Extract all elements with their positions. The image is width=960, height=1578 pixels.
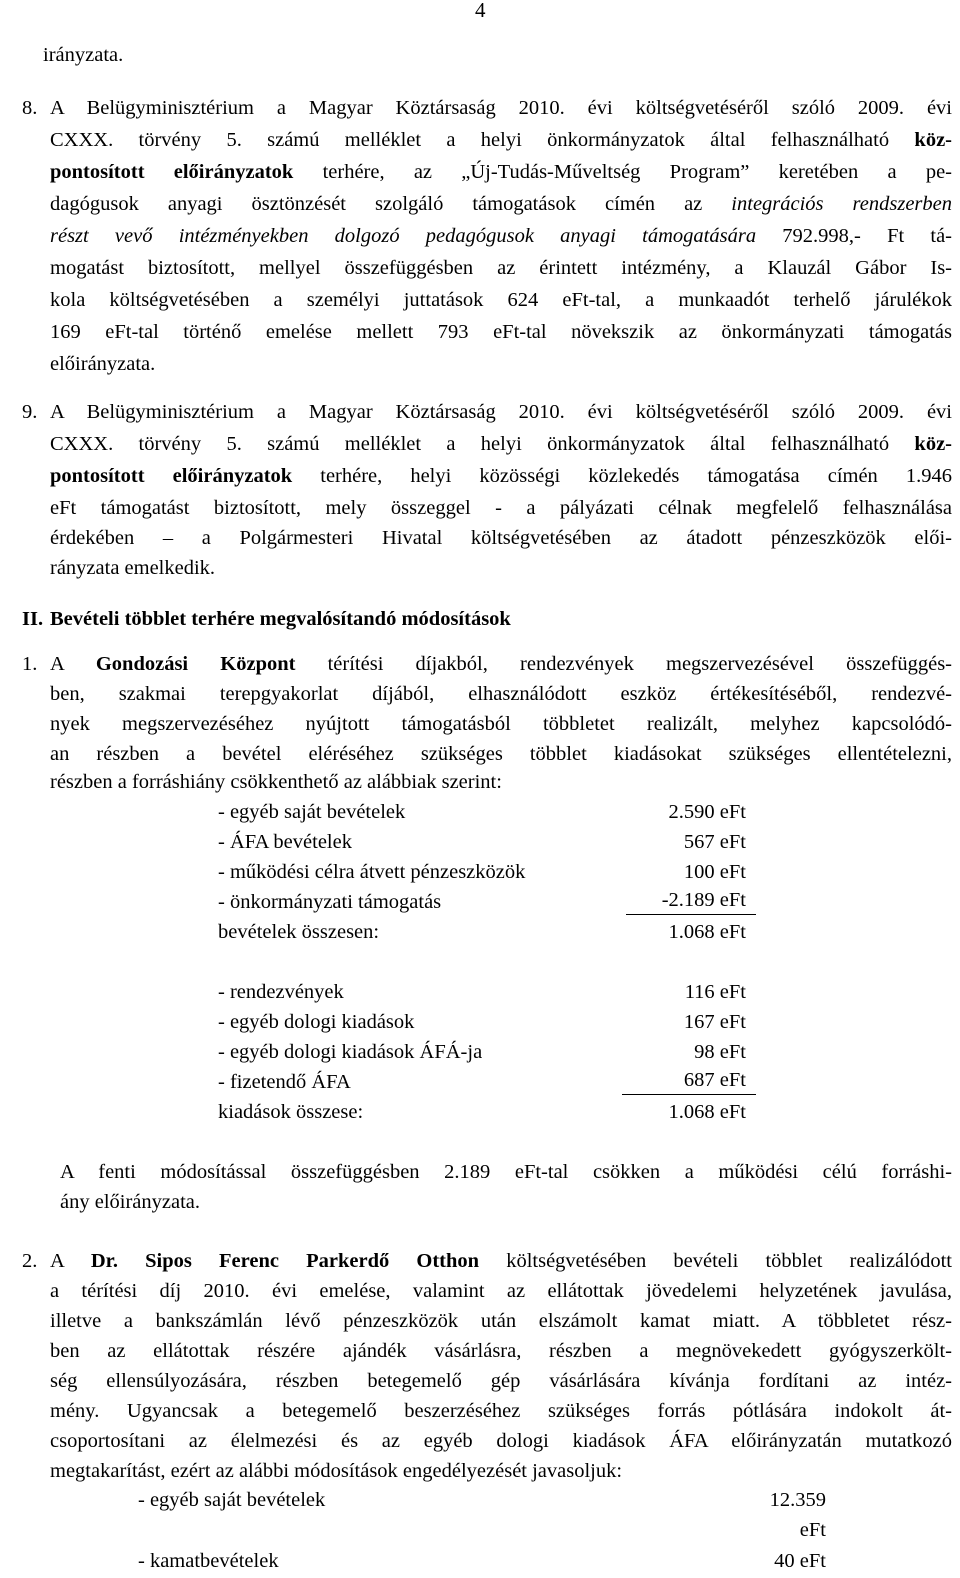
expense-row-value: 98 eFt <box>694 1041 746 1063</box>
expense-row-label: - egyéb dologi kiadások ÁFÁ-ja <box>218 1041 483 1063</box>
para8-line-2: CXXX. törvény 5. számú melléklet a helyi önkormányzatok által felhasználható köz- <box>50 129 952 151</box>
expense-row-label: - fizetendő ÁFA <box>218 1071 351 1093</box>
item1-line-4: an részben a bevétel eléréséhez szükséges többlet kiadásokat szükséges ellentételezni, <box>50 743 952 765</box>
income-row-label: - működési célra átvett pénzeszközök <box>218 861 526 883</box>
item2-row-unit: eFt <box>799 1519 826 1541</box>
item2-row-label: - egyéb saját bevételek <box>138 1489 326 1511</box>
item2-line-5: ség ellensúlyozására, részben betegemelő gép vásárlására kívánja fordítani az intéz- <box>50 1370 952 1392</box>
item2-line-4: ben az ellátottak részére ajándék vásárlásra, részben a megnövekedett gyógyszerkölt- <box>50 1340 952 1362</box>
para8-line-6: mogatást biztosított, mellyel összefüggésben az érintett intézmény, a Klauzál Gábor Is- <box>50 257 952 279</box>
item1-after-line-2: ány előirányzata. <box>60 1191 201 1213</box>
item2-row-value: 40 eFt <box>774 1550 826 1572</box>
para9-line-4: eFt támogatást biztosított, mely összeggel - a pályázati célnak megfelelő felhasználása <box>50 497 952 519</box>
expense-row-label: - egyéb dologi kiadások <box>218 1011 415 1033</box>
expense-row-label: - rendezvények <box>218 981 344 1003</box>
income-row-label: - önkormányzati támogatás <box>218 891 442 913</box>
continuation-text: irányzata. <box>43 44 124 66</box>
item2-row-label: - kamatbevételek <box>138 1550 279 1572</box>
para8-number: 8. <box>22 97 38 119</box>
para9-number: 9. <box>22 401 38 423</box>
item1-line-5: részben a forráshiány csökkenthető az alábbiak szerint: <box>50 771 502 793</box>
item1-number: 1. <box>22 653 38 675</box>
expense-row-value: 116 eFt <box>684 981 746 1003</box>
page-number: 4 <box>475 0 486 22</box>
section-title: Bevételi többlet terhére megvalósítandó módosítások <box>50 608 511 630</box>
item2-line-8: megtakarítást, ezért az alábbi módosítások engedélyezését javasoljuk: <box>50 1460 623 1482</box>
item2-line-2: a térítési díj 2010. évi emelése, valamint az ellátottak jövedelemi helyzetének javulása, <box>50 1280 952 1302</box>
para9-line-2: CXXX. törvény 5. számú melléklet a helyi önkormányzatok által felhasználható köz- <box>50 433 952 455</box>
expense-total-value: 1.068 eFt <box>668 1101 746 1123</box>
para8-line-9: előirányzata. <box>50 353 156 375</box>
income-total-value: 1.068 eFt <box>668 921 746 943</box>
expense-row-value-underlined: 687 eFt <box>622 1066 756 1095</box>
income-row-value-underlined: -2.189 eFt <box>626 886 756 915</box>
section-number: II. <box>22 608 44 630</box>
para8-line-7: kola költségvetésében a személyi juttatások 624 eFt-tal, a munkaadót terhelő járulékok <box>50 289 952 311</box>
para8-line-3: pontosított előirányzatok terhére, az „Új-Tudás-Műveltség Program” keretében a pe- <box>50 161 952 183</box>
para9-line-3: pontosított előirányzatok terhére, helyi közösségi közlekedés támogatása címén 1.946 <box>50 465 953 487</box>
item2-line-3: illetve a bankszámlán lévő pénzeszközök után elszámolt kamat miatt. A többletet rész- <box>50 1310 952 1332</box>
expense-total-label: kiadások összese: <box>218 1101 364 1123</box>
income-row-value: 2.590 eFt <box>668 801 746 823</box>
item1-after-line-1: A fenti módosítással összefüggésben 2.189 eFt-tal csökken a működési célú forráshi- <box>60 1161 952 1183</box>
para9-line-1: A Belügyminisztérium a Magyar Köztársaság 2010. évi költségvetéséről szóló 2009. évi <box>50 401 952 423</box>
para8-line-1: A Belügyminisztérium a Magyar Köztársaság 2010. évi költségvetéséről szóló 2009. évi <box>50 97 952 119</box>
income-row-value: 100 eFt <box>683 861 746 883</box>
item1-line-2: ben, szakmai terepgyakorlat díjából, elhasználódott eszköz értékesítéséből, rendezvé- <box>50 683 952 705</box>
para8-line-4: dagógusok anyagi ösztönzését szolgáló támogatások címén az integrációs rendszerben <box>50 193 952 215</box>
item2-line-6: mény. Ugyancsak a betegemelő beszerzéséhez szükséges forrás pótlására indokolt át- <box>50 1400 952 1422</box>
para9-line-6: rányzata emelkedik. <box>50 557 216 579</box>
income-row-label: - egyéb saját bevételek <box>218 801 406 823</box>
item1-line-3: nyek megszervezéséhez nyújtott támogatásból többletet realizált, melyhez kapcsolódó- <box>50 713 952 735</box>
income-row-value: 567 eFt <box>683 831 746 853</box>
item2-number: 2. <box>22 1250 38 1272</box>
item2-line-7: csoportosítani az élelmezési és az egyéb dologi kiadások ÁFA előirányzatán mutatkozó <box>50 1430 952 1452</box>
expense-row-value: 167 eFt <box>683 1011 746 1033</box>
item2-line-1: A Dr. Sipos Ferenc Parkerdő Otthon költségvetésében bevételi többlet realizálódott <box>50 1250 952 1272</box>
income-total-label: bevételek összesen: <box>218 921 380 943</box>
para9-line-5: érdekében – a Polgármesteri Hivatal költségvetésében az átadott pénzeszközök elői- <box>50 527 952 549</box>
para8-line-5: részt vevő intézményekben dolgozó pedagógusok anyagi támogatására 792.998,- Ft tá- <box>50 225 953 247</box>
income-row-label: - ÁFA bevételek <box>218 831 352 853</box>
para8-line-8: 169 eFt-tal történő emelése mellett 793 eFt-tal növekszik az önkormányzati támogatás <box>50 321 952 343</box>
item1-line-1: A Gondozási Központ térítési díjakból, rendezvények megszervezésével összefüggés- <box>50 653 952 675</box>
item2-row-value: 12.359 <box>769 1489 826 1511</box>
